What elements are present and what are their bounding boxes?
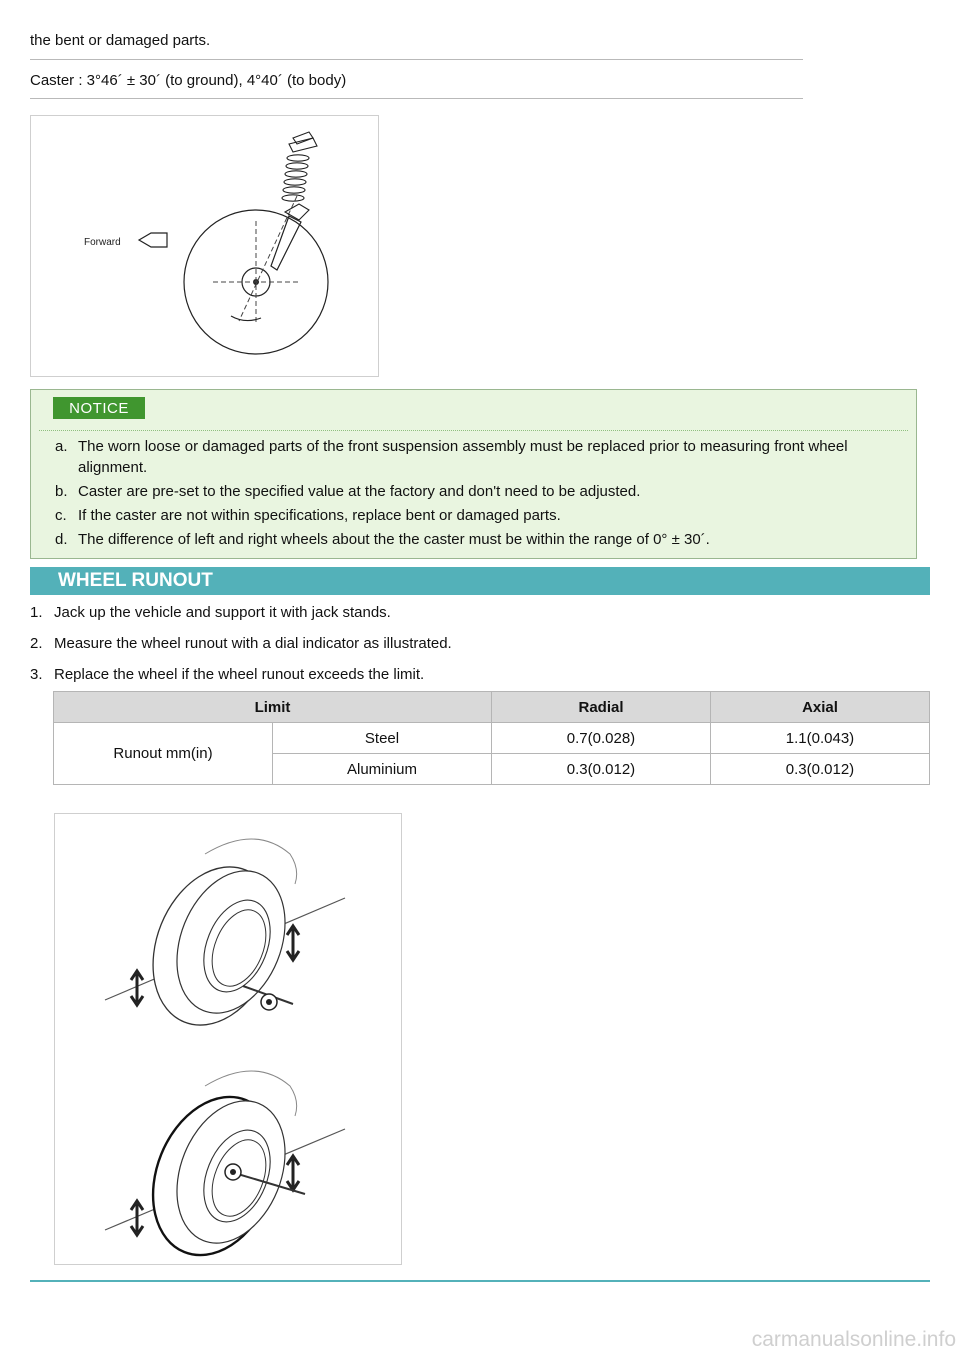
forward-arrow-icon: [139, 233, 167, 247]
material-cell: Aluminium: [273, 754, 492, 785]
divider: [30, 98, 803, 99]
notice-badge: NOTICE: [53, 397, 145, 419]
step-item: [30, 633, 452, 654]
section-heading: WHEEL RUNOUT: [30, 567, 930, 595]
notice-item-marker: c.: [55, 507, 67, 524]
row-label-runout: Runout mm(in): [54, 723, 273, 785]
table-header-row: [54, 692, 930, 723]
mount-plate: [293, 132, 313, 144]
steering-axis-line: [239, 196, 297, 321]
notice-box: [30, 389, 917, 559]
footer-divider: [30, 1280, 930, 1282]
notice-item: [55, 436, 908, 478]
step-item: [30, 602, 452, 623]
notice-item-marker: d.: [55, 531, 68, 548]
material-cell: Steel: [273, 723, 492, 754]
step-text: Jack up the vehicle and support it with jack stands.: [54, 604, 391, 621]
notice-divider: [39, 430, 908, 431]
wheel-runout-illustration: [54, 813, 402, 1265]
axial-cell: 1.1(0.043): [711, 723, 930, 754]
header-axial: Axial: [711, 692, 930, 723]
header-limit: Limit: [54, 692, 492, 723]
procedure-steps: [30, 602, 452, 695]
header-radial: Radial: [492, 692, 711, 723]
radial-runout-figure: [105, 839, 345, 1044]
notice-item: [55, 481, 908, 502]
step-text: Replace the wheel if the wheel runout exceeds the limit.: [54, 666, 425, 683]
axial-cell: 0.3(0.012): [711, 754, 930, 785]
notice-item-text: The difference of left and right wheels about the the caster must be within the range of 0° ± 30´.: [78, 531, 710, 548]
step-marker: 1.: [30, 604, 43, 621]
table-row: [54, 723, 930, 754]
runout-limit-table: [53, 691, 930, 785]
caster-spec-text: Caster : 3°46´ ± 30´ (to ground), 4°40´ (to body): [30, 72, 347, 89]
step-marker: 3.: [30, 666, 43, 683]
step-marker: 2.: [30, 635, 43, 652]
caster-diagram: [30, 115, 379, 377]
upper-mount: [289, 138, 317, 152]
step-text: Measure the wheel runout with a dial indicator as illustrated.: [54, 635, 452, 652]
notice-item-marker: a.: [55, 438, 68, 455]
notice-item-marker: b.: [55, 483, 68, 500]
forward-label: Forward: [84, 237, 121, 248]
intro-text: the bent or damaged parts.: [30, 32, 211, 49]
radial-cell: 0.3(0.012): [492, 754, 711, 785]
notice-item-text: Caster are pre-set to the specified value at the factory and don't need to be adjusted.: [78, 483, 641, 500]
notice-item-text: If the caster are not within specifications, replace bent or damaged parts.: [78, 507, 561, 524]
notice-item: [55, 529, 908, 550]
step-item: [30, 664, 452, 685]
up-down-arrow-icon: [287, 1156, 299, 1190]
radial-cell: 0.7(0.028): [492, 723, 711, 754]
axial-runout-figure: [105, 1071, 345, 1264]
notice-list: [55, 436, 908, 553]
notice-item: [55, 505, 908, 526]
watermark-text: carmanualsonline.info: [751, 1328, 956, 1351]
coil-spring: [282, 155, 309, 201]
notice-item-text: The worn loose or damaged parts of the front suspension assembly must be replaced prior to measuring front wheel alignment.: [78, 438, 848, 476]
up-down-arrow-icon: [287, 926, 299, 960]
divider: [30, 59, 803, 60]
